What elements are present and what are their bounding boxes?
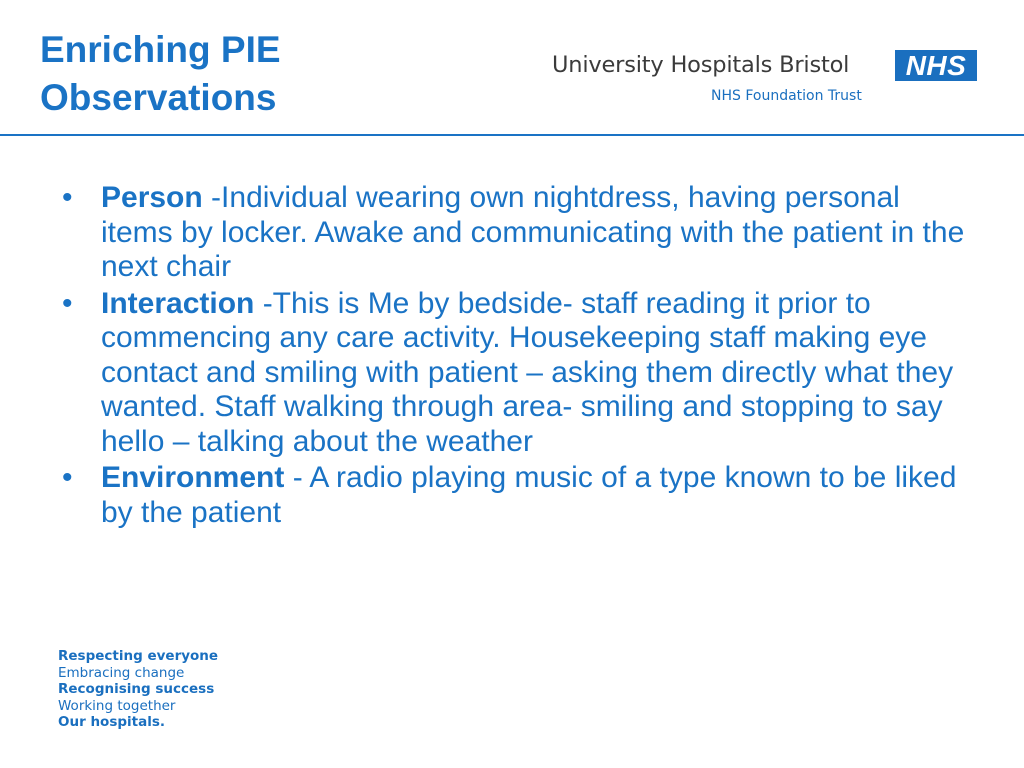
bullet-dot-icon: • [62,181,73,214]
bullet-list [62,181,972,532]
bullet-interaction [62,287,972,460]
slide-title-line-2: Observations [40,77,277,118]
value-working: Working together [58,697,176,714]
header-divider [0,134,1024,136]
bullet-term: Interaction [101,286,255,320]
bullet-text: - A radio playing music of a type known to be liked by the patient [101,461,957,529]
bullet-environment [62,461,972,530]
bullet-person [62,181,972,285]
bullet-text: -Individual wearing own nightdress, having personal items by locker. Awake and communicating with the patient in the next chair [101,181,965,283]
bullet-term: Environment [101,461,285,494]
value-respecting: Respecting everyone [58,648,219,664]
values-footer [58,648,218,731]
logo-org-name: University Hospitals Bristol [552,52,850,78]
value-embracing: Embracing change [58,664,185,681]
value-our-hospitals: Our hospitals. [58,714,166,730]
bullet-text: -This is Me by bedside- staff reading it prior to commencing any care activity. Housekeeping staff making eye contact and smiling with patient – asking them directly what they wanted. Staff walking through area- smiling and stopping to say hello – talking about the weather [101,286,954,458]
bullet-dot-icon: • [62,461,73,494]
nhs-badge: NHS [895,50,977,81]
slide-title-line-1: Enriching PIE [40,29,281,70]
value-recognising: Recognising success [58,681,215,697]
slide-title [40,26,460,122]
nhs-trust-logo [552,44,982,114]
bullet-term: Person [101,181,203,214]
bullet-dot-icon: • [62,286,73,320]
logo-trust-name: NHS Foundation Trust [711,88,862,104]
